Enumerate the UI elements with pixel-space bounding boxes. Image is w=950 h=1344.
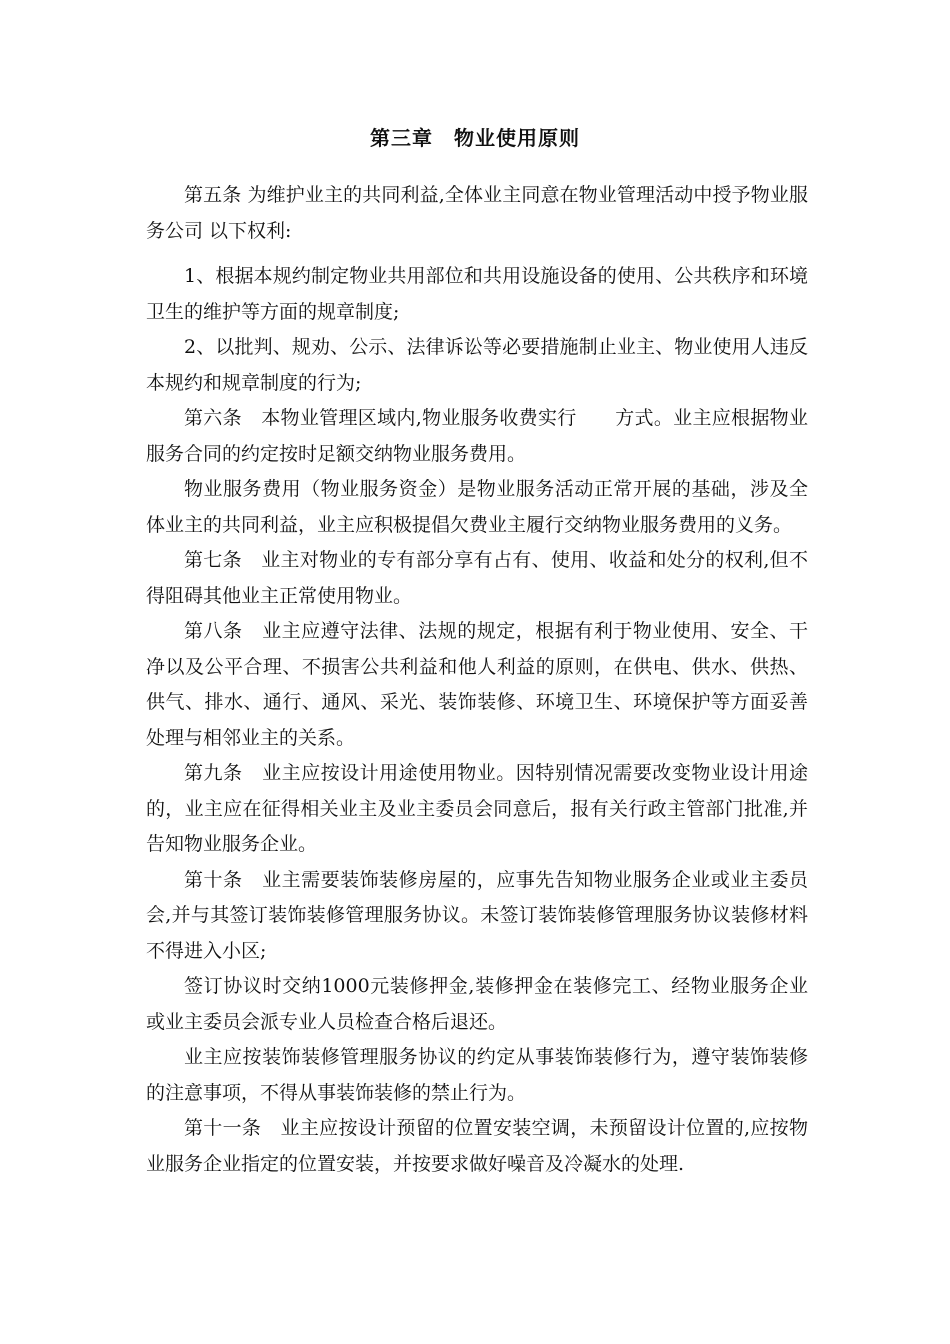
- article-5-paragraph: 第五条 为维护业主的共同利益,全体业主同意在物业管理活动中授予物业服务公司 以下权利:: [146, 184, 808, 242]
- document-body: [146, 178, 808, 1182]
- article-11-paragraph: 第十一条 业主应按设计预留的位置安装空调，未预留设计位置的,应按物业服务企业指定的位置安装，并按要求做好噪音及冷凝水的处理.: [146, 1117, 808, 1175]
- article-7-paragraph: 第七条 业主对物业的专有部分享有占有、使用、收益和处分的权利,但不得阻碍其他业主正常使用物业。: [146, 549, 808, 607]
- article-6-fee-paragraph: 物业服务费用（物业服务资金）是物业服务活动正常开展的基础，涉及全体业主的共同利益，业主应积极提倡欠费业主履行交纳物业服务费用的义务。: [146, 478, 808, 536]
- article-10-compliance-paragraph: 业主应按装饰装修管理服务协议的约定从事装饰装修行为，遵守装饰装修的注意事项，不得从事装饰装修的禁止行为。: [146, 1046, 808, 1104]
- article-8-paragraph: 第八条 业主应遵守法律、法规的规定，根据有利于物业使用、安全、干净以及公平合理、不损害公共利益和他人利益的原则，在供电、供水、供热、供气、排水、通行、通风、采光、装饰装修、环境卫生、环境保护等方面妥善处理与相邻业主的关系。: [146, 620, 808, 749]
- article-6-paragraph: 第六条 本物业管理区域内,物业服务收费实行 方式。业主应根据物业服务合同的约定按时足额交纳物业服务费用。: [146, 407, 808, 465]
- chapter-title: 第三章 物业使用原则: [370, 126, 580, 150]
- article-5-item-1: 1、根据本规约制定物业共用部位和共用设施设备的使用、公共秩序和环境卫生的维护等方面的规章制度;: [146, 265, 808, 323]
- article-5-item-2: 2、以批判、规劝、公示、法律诉讼等必要措施制止业主、物业使用人违反本规约和规章制度的行为;: [146, 336, 808, 394]
- article-10-deposit-paragraph: 签订协议时交纳1000元装修押金,装修押金在装修完工、经物业服务企业或业主委员会派专业人员检查合格后退还。: [146, 975, 808, 1033]
- article-9-paragraph: 第九条 业主应按设计用途使用物业。因特别情况需要改变物业设计用途的，业主应在征得相关业主及业主委员会同意后，报有关行政主管部门批准,并告知物业服务企业。: [146, 762, 808, 855]
- article-10-paragraph: 第十条 业主需要装饰装修房屋的，应事先告知物业服务企业或业主委员会,并与其签订装饰装修管理服务协议。未签订装饰装修管理服务协议装修材料不得进入小区;: [146, 868, 808, 962]
